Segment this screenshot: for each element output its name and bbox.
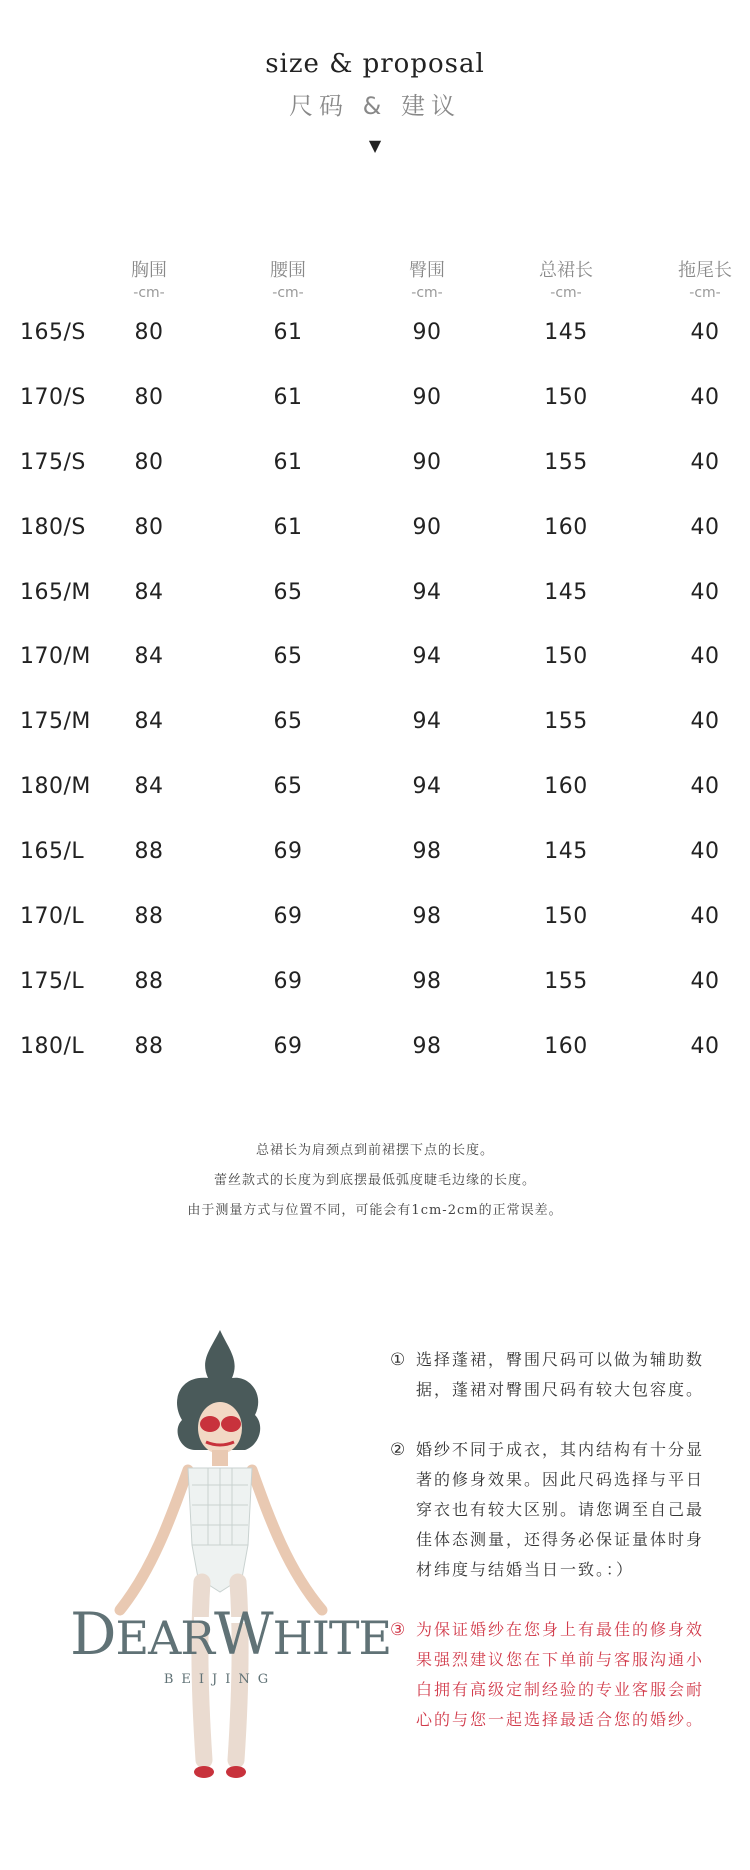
table-cell: 94	[412, 579, 442, 605]
table-cell: 84	[134, 774, 164, 800]
title-english: size & proposal	[265, 49, 485, 79]
col-header-label: 拖尾长	[678, 260, 732, 281]
table-cell: 65	[273, 709, 303, 735]
table-cell: 40	[690, 644, 720, 670]
col-header-length	[511, 258, 621, 302]
size-label: 175/L	[20, 968, 85, 994]
table-row	[0, 839, 750, 904]
col-header-waist	[233, 258, 343, 302]
brand-letter: D	[70, 1600, 116, 1668]
advice-number: ①	[390, 1350, 406, 1370]
table-cell: 65	[273, 579, 303, 605]
table-cell: 90	[412, 449, 442, 475]
table-cell: 61	[273, 384, 303, 410]
table-cell: 69	[273, 1033, 303, 1059]
table-row	[0, 904, 750, 969]
bride-illustration-icon	[60, 1320, 380, 1790]
table-row	[0, 450, 750, 515]
size-label: 180/M	[20, 774, 91, 800]
advice-list	[390, 1345, 720, 1765]
table-cell: 145	[544, 579, 588, 605]
col-header-unit: -cm-	[133, 285, 165, 301]
col-header-hip	[372, 258, 482, 302]
table-cell: 155	[544, 709, 588, 735]
advice-number: ②	[390, 1440, 406, 1460]
size-label: 165/M	[20, 579, 91, 605]
table-cell: 88	[134, 839, 164, 865]
table-cell: 61	[273, 449, 303, 475]
table-cell: 88	[134, 968, 164, 994]
size-label: 170/S	[20, 384, 86, 410]
size-label: 165/L	[20, 839, 85, 865]
col-header-unit: -cm-	[411, 285, 443, 301]
table-cell: 90	[412, 320, 442, 345]
table-cell: 94	[412, 644, 442, 670]
table-cell: 61	[273, 514, 303, 540]
size-label: 180/S	[20, 514, 86, 540]
table-cell: 84	[134, 579, 164, 605]
table-cell: 80	[134, 449, 164, 475]
title-chinese: 尺码 & 建议	[289, 92, 461, 120]
table-cell: 150	[544, 904, 588, 930]
table-cell: 40	[690, 839, 720, 865]
size-label: 175/M	[20, 709, 91, 735]
col-header-label: 总裙长	[539, 260, 593, 281]
table-cell: 69	[273, 839, 303, 865]
table-row	[0, 644, 750, 709]
advice-item	[390, 1435, 720, 1585]
size-table	[0, 258, 750, 1099]
col-header-unit: -cm-	[550, 285, 582, 301]
note-line: 总裙长为肩颈点到前裙摆下点的长度。	[255, 1143, 494, 1158]
advice-item	[390, 1345, 720, 1405]
table-cell: 80	[134, 384, 164, 410]
col-header-label: 胸围	[131, 260, 167, 281]
note-line: 由于测量方式与位置不同，可能会有1cm-2cm的正常误差。	[187, 1203, 563, 1218]
table-cell: 90	[412, 514, 442, 540]
arrow-down-icon: ▼	[368, 136, 382, 155]
brand-name	[70, 1600, 392, 1668]
table-cell: 150	[544, 384, 588, 410]
table-row	[0, 969, 750, 1034]
table-row	[0, 709, 750, 774]
table-cell: 40	[690, 709, 720, 735]
table-cell: 40	[690, 384, 720, 410]
table-cell: 155	[544, 449, 588, 475]
table-row	[0, 515, 750, 580]
table-cell: 155	[544, 968, 588, 994]
table-cell: 90	[412, 384, 442, 410]
table-header	[0, 258, 750, 320]
header	[0, 44, 750, 156]
table-cell: 98	[412, 904, 442, 930]
table-cell: 80	[134, 320, 164, 345]
advice-text: 为保证婚纱在您身上有最佳的修身效果强烈建议您在下单前与客服沟通小白拥有高级定制经验的专业客服会耐心的与您一起选择最适合您的婚纱。	[416, 1620, 705, 1729]
table-cell: 145	[544, 320, 588, 345]
brand-letters: EAR	[115, 1611, 214, 1665]
table-cell: 65	[273, 644, 303, 670]
brand-logo	[70, 1600, 392, 1687]
table-cell: 40	[690, 449, 720, 475]
table-row	[0, 385, 750, 450]
table-cell: 88	[134, 904, 164, 930]
table-cell: 160	[544, 514, 588, 540]
col-header-unit: -cm-	[272, 285, 304, 301]
note-line: 蕾丝款式的长度为到底摆最低弧度睫毛边缘的长度。	[213, 1173, 536, 1188]
table-cell: 84	[134, 709, 164, 735]
table-cell: 160	[544, 774, 588, 800]
table-cell: 150	[544, 644, 588, 670]
table-row	[0, 774, 750, 839]
table-cell: 69	[273, 904, 303, 930]
table-row	[0, 320, 750, 385]
table-cell: 61	[273, 320, 303, 345]
table-cell: 40	[690, 774, 720, 800]
col-header-bust	[94, 258, 204, 302]
table-body	[0, 320, 750, 1099]
table-cell: 84	[134, 644, 164, 670]
size-label: 175/S	[20, 449, 86, 475]
table-cell: 88	[134, 1033, 164, 1059]
advice-text: 选择蓬裙，臀围尺码可以做为辅助数据，蓬裙对臀围尺码有较大包容度。	[416, 1350, 705, 1399]
table-cell: 98	[412, 839, 442, 865]
col-header-train	[650, 258, 750, 302]
table-cell: 98	[412, 1033, 442, 1059]
table-cell: 40	[690, 514, 720, 540]
table-cell: 40	[690, 1033, 720, 1059]
table-cell: 94	[412, 709, 442, 735]
table-cell: 40	[690, 579, 720, 605]
col-header-label: 臀围	[409, 260, 445, 281]
table-cell: 98	[412, 968, 442, 994]
size-label: 170/L	[20, 904, 85, 930]
col-header-label: 腰围	[270, 260, 306, 281]
table-cell: 80	[134, 514, 164, 540]
size-label: 170/M	[20, 644, 91, 670]
table-cell: 145	[544, 839, 588, 865]
table-row	[0, 1034, 750, 1099]
table-row	[0, 580, 750, 645]
brand-subtitle: BEIJING	[163, 1672, 277, 1687]
brand-letter: W	[213, 1600, 273, 1668]
col-header-unit: -cm-	[689, 285, 721, 301]
table-cell: 65	[273, 774, 303, 800]
brand-letters: HITE	[272, 1611, 392, 1665]
size-label: 180/L	[20, 1033, 85, 1059]
advice-item-highlight	[390, 1615, 720, 1735]
table-cell: 40	[690, 320, 720, 345]
advice-number: ③	[390, 1620, 406, 1640]
advice-text: 婚纱不同于成衣，其内结构有十分显著的修身效果。因此尺码选择与平日穿衣也有较大区别。请您调至自己最佳体态测量，还得务必保证量体时身材纬度与结婚当日一致。：）	[416, 1440, 705, 1579]
table-cell: 69	[273, 968, 303, 994]
table-cell: 94	[412, 774, 442, 800]
measurement-notes	[0, 1136, 750, 1226]
table-cell: 40	[690, 968, 720, 994]
size-label: 165/S	[20, 320, 86, 345]
table-cell: 160	[544, 1033, 588, 1059]
table-cell: 40	[690, 904, 720, 930]
